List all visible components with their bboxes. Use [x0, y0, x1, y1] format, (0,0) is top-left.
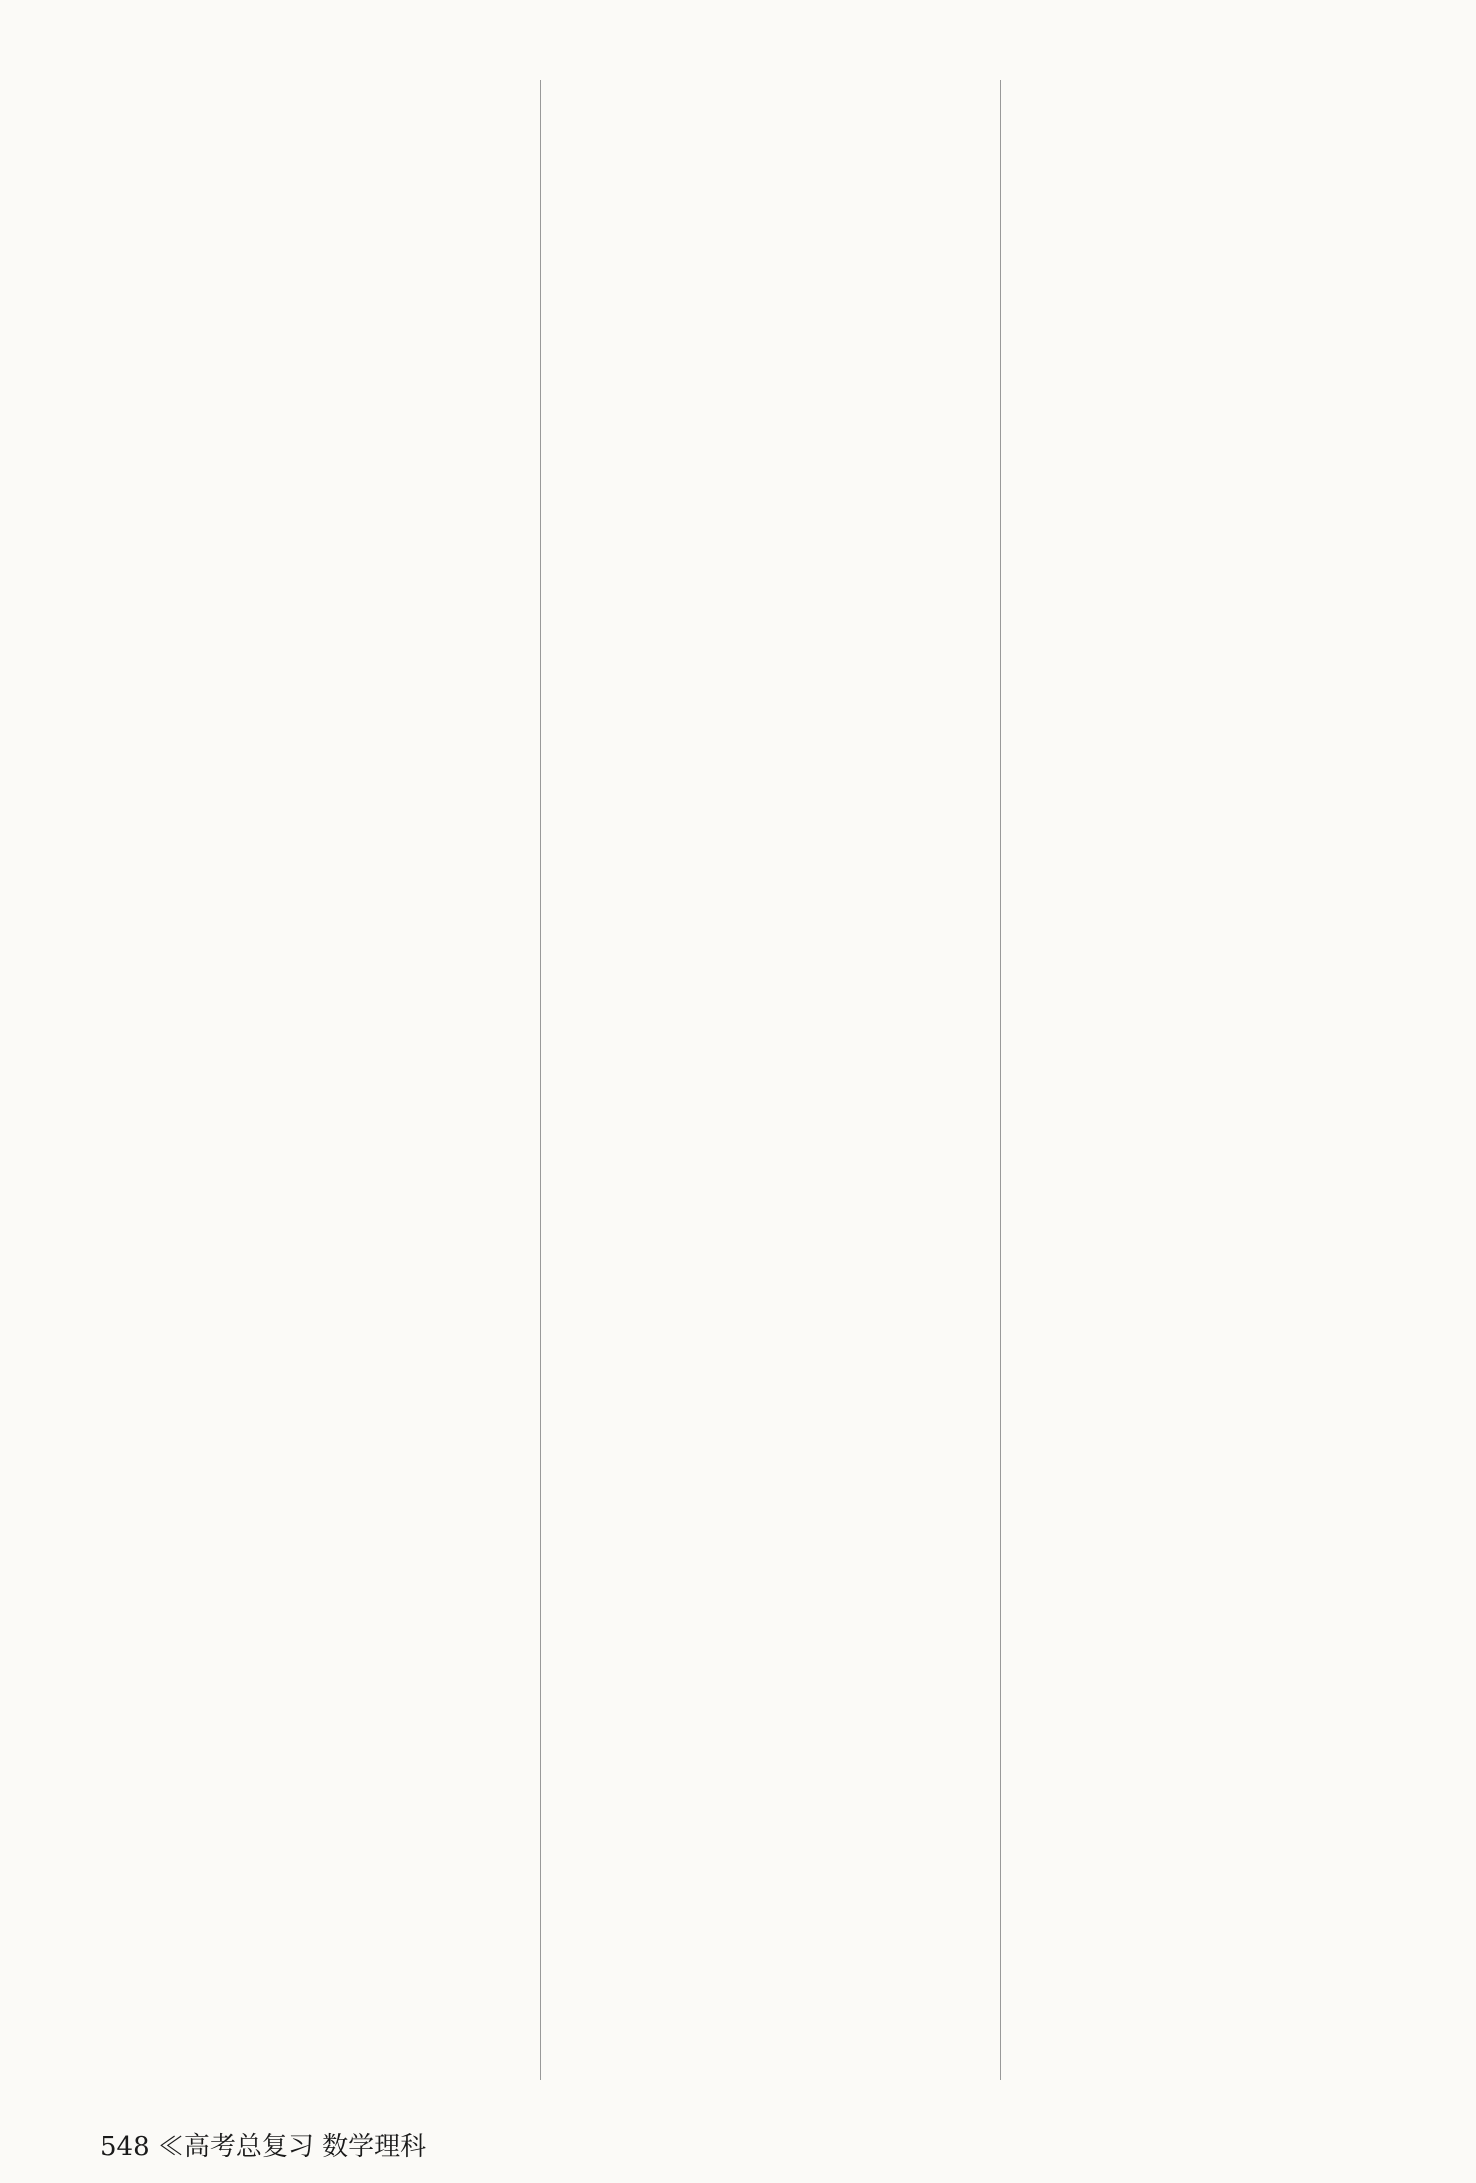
page-number: 548 [100, 2132, 150, 2162]
page-footer [100, 2126, 426, 2163]
running-title: ≪高考总复习 数学理科 [157, 2132, 427, 2162]
answer-column-left [100, 80, 541, 2080]
answer-column-middle [560, 80, 1001, 2080]
answer-column-right [1020, 80, 1460, 2080]
